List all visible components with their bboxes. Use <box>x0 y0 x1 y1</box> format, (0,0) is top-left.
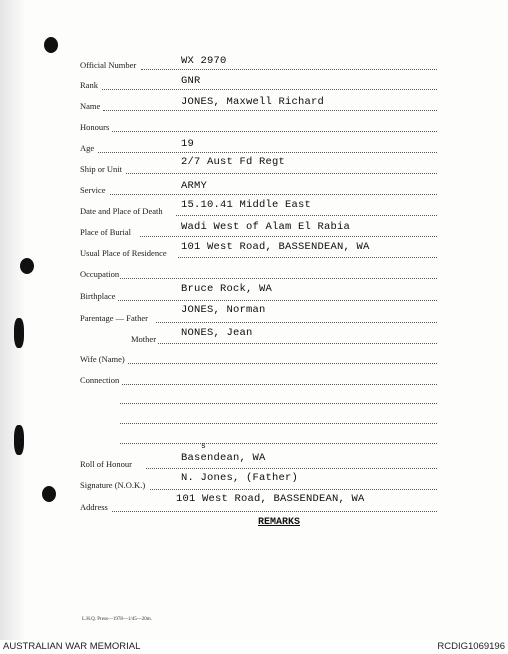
signature-value: N. Jones, (Father) <box>181 472 299 484</box>
age-label: Age <box>80 143 95 153</box>
ship-or-unit-label: Ship or Unit <box>80 164 123 174</box>
roll-of-honour-value: Basendean, WA <box>181 452 266 464</box>
dotted-line <box>120 278 437 279</box>
dotted-line <box>103 110 437 111</box>
dotted-line <box>158 343 437 344</box>
service-value: ARMY <box>181 180 208 192</box>
rank-label: Rank <box>80 80 98 90</box>
birthplace-label: Birthplace <box>80 291 116 301</box>
punch-hole <box>44 37 58 53</box>
dotted-line <box>120 403 437 404</box>
occupation-label: Occupation <box>80 269 120 279</box>
name-label: Name <box>80 101 101 111</box>
dotted-line <box>112 511 437 512</box>
archive-name: AUSTRALIAN WAR MEMORIAL <box>3 641 141 652</box>
rank-value: GNR <box>181 75 201 87</box>
roll-of-honour-label: Roll of Honour <box>80 459 132 469</box>
official-number-label: Official Number <box>80 60 137 70</box>
punch-hole <box>14 425 24 455</box>
dotted-line <box>98 152 437 153</box>
archive-footer <box>0 640 508 654</box>
dotted-line <box>156 322 437 323</box>
connection-label: Connection <box>80 375 120 385</box>
age-value: 19 <box>181 138 195 150</box>
signature-label: Signature (N.O.K.) <box>80 480 146 490</box>
dotted-line <box>146 468 437 469</box>
dotted-line <box>141 69 437 70</box>
father-value: JONES, Norman <box>181 304 266 316</box>
residence-value: 101 West Road, BASSENDEAN, WA <box>181 241 370 253</box>
punch-hole <box>20 258 34 274</box>
dotted-line <box>140 236 437 237</box>
burial-label: Place of Burial <box>80 227 131 237</box>
address-value: 101 West Road, BASSENDEAN, WA <box>176 493 365 505</box>
dotted-line <box>112 131 437 132</box>
dotted-line <box>110 194 437 195</box>
death-value: 15.10.41 Middle East <box>181 199 312 211</box>
printer-imprint: L.H.Q. Press—1978—1/45—20m. <box>82 617 152 622</box>
dotted-line <box>128 363 437 364</box>
punch-hole <box>14 318 24 348</box>
dotted-line <box>102 89 437 90</box>
ship-or-unit-value: 2/7 Aust Fd Regt <box>181 156 286 168</box>
dotted-line <box>120 423 437 424</box>
death-label: Date and Place of Death <box>80 206 163 216</box>
record-id: RCDIG1069196 <box>437 641 505 652</box>
birthplace-value: Bruce Rock, WA <box>181 283 273 295</box>
dotted-line <box>126 173 437 174</box>
dotted-line <box>176 215 437 216</box>
honours-label: Honours <box>80 122 110 132</box>
remarks-heading: REMARKS <box>258 517 301 528</box>
punch-hole <box>42 486 56 502</box>
mother-value: NONES, Jean <box>181 327 253 339</box>
dotted-line <box>120 443 437 444</box>
official-number-value: WX 2970 <box>181 55 227 67</box>
burial-value: Wadi West of Alam El Rabia <box>181 221 351 233</box>
handwritten-correction: s <box>201 442 206 451</box>
parentage-label: Parentage — Father <box>80 313 148 323</box>
dotted-line <box>118 300 437 301</box>
service-label: Service <box>80 185 106 195</box>
wife-label: Wife (Name) <box>80 354 125 364</box>
dotted-line <box>150 489 437 490</box>
residence-label: Usual Place of Residence <box>80 248 167 258</box>
mother-label: Mother <box>131 334 157 344</box>
dotted-line <box>122 384 437 385</box>
name-value: JONES, Maxwell Richard <box>181 96 325 108</box>
dotted-line <box>178 257 437 258</box>
address-label: Address <box>80 502 108 512</box>
